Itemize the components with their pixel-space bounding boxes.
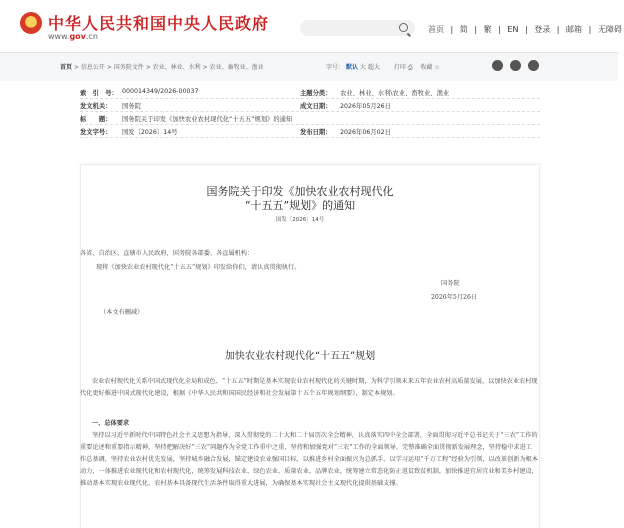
crumb-separator: >: [73, 64, 79, 71]
separator: |: [498, 25, 501, 34]
plan-title: 加快农业农村现代化“十五五”规划: [224, 351, 376, 362]
written-date-label: 成文日期：: [300, 103, 332, 110]
meta-row-4: [80, 124, 540, 138]
intro-paragraph: 农业农村现代化关系中国式现代化全局和成色。“十五五”时期是基本实现农业农村现代化的关键时期，为科学引领未来五年农业农村高质量发展，以加快农业农村现代化更好推进中国式现代化建设，根据《中华人民共和国国民经济和社会发展第十五个五年规划纲要》，制定本规划。: [80, 378, 538, 397]
deletion-note: （本文有删减）: [100, 309, 144, 316]
site-url-brand: gov: [69, 32, 86, 41]
crumb-separator: >: [106, 64, 112, 71]
separator: |: [474, 25, 478, 34]
page-tools: [326, 62, 440, 72]
index-number-value: 000014349/2026-00037: [122, 88, 199, 95]
crumb-animal-husbandry[interactable]: 农业、畜牧业、渔业: [209, 64, 264, 71]
subject-label: 主题分类：: [300, 90, 332, 97]
meta-row-3: [80, 111, 540, 125]
subject-value: 农业、林业、水利\农业、畜牧业、渔业: [340, 90, 450, 97]
document-title-line1: 国务院关于印发《加快农业农村现代化: [206, 185, 394, 198]
mail-link[interactable]: 邮箱: [566, 25, 583, 34]
breadcrumb: [60, 62, 264, 71]
document-metadata: [80, 85, 540, 145]
title-value: 国务院关于印发《加快农业农村现代化“十五五”规划》的通知: [122, 116, 293, 123]
font-size-default[interactable]: 默认: [345, 64, 358, 71]
english-link[interactable]: EN: [507, 25, 519, 34]
crumb-separator: >: [145, 64, 151, 71]
crumb-state-council-docs[interactable]: 国务院文件: [113, 64, 144, 71]
share-more-icon[interactable]: [528, 60, 539, 71]
simplified-link[interactable]: 简: [459, 25, 468, 34]
addressee: 各省、自治区、直辖市人民政府，国务院各部委、各直属机构：: [80, 250, 254, 257]
document-number-value: 国发〔2026〕14号: [122, 129, 178, 136]
favorite-button[interactable]: 收藏: [420, 64, 433, 71]
crumb-separator: >: [202, 64, 208, 71]
document-number-label: 发文字号：: [80, 129, 112, 136]
search-icon[interactable]: [399, 23, 408, 32]
meta-row-1: [80, 85, 540, 99]
wechat-share-icon[interactable]: [492, 60, 503, 71]
title-label: 标 题：: [80, 116, 112, 123]
site-url-suffix: .cn: [85, 32, 98, 41]
favorite-icon[interactable]: ☆: [434, 64, 440, 71]
separator: |: [450, 25, 454, 34]
site-url-prefix: www.: [48, 32, 70, 41]
national-emblem-icon: [20, 12, 42, 34]
separator: |: [588, 25, 592, 34]
index-number-label: 索 引 号：: [80, 90, 118, 97]
notice-body: 现将《加快农业农村现代化“十五五”规划》印发给你们，请认真贯彻执行。: [96, 264, 301, 271]
print-icon[interactable]: ⎙: [407, 64, 413, 71]
site-title[interactable]: 中华人民共和国中央人民政府: [48, 14, 270, 33]
home-link[interactable]: 首页: [428, 25, 444, 34]
written-date-value: 2026年05月26日: [340, 103, 391, 110]
search-input[interactable]: [300, 20, 415, 36]
publish-date-value: 2026年06月02日: [340, 129, 391, 136]
section-heading: 一、总体要求: [92, 420, 130, 427]
crumb-info-public[interactable]: 信息公开: [80, 64, 105, 71]
issuer-label: 发文机关：: [80, 103, 112, 110]
meta-row-2: [80, 98, 540, 112]
login-link[interactable]: 登录: [534, 25, 551, 34]
accessibility-link[interactable]: 无障碍: [597, 25, 622, 34]
print-button[interactable]: 打印: [393, 64, 406, 71]
font-size-label: 字号：: [326, 64, 345, 71]
document-title-line2: “十五五”规划》的通知: [244, 199, 356, 212]
publish-date-label: 发布日期：: [300, 129, 332, 136]
document-title: [195, 185, 405, 213]
signer: 国务院: [441, 280, 460, 287]
issuer-value: 国务院: [122, 103, 141, 110]
document-number: 国发〔2026〕14号: [275, 217, 325, 223]
weibo-share-icon[interactable]: [510, 60, 521, 71]
separator: |: [556, 25, 560, 34]
font-size-super[interactable]: 超大: [367, 64, 380, 71]
site-url[interactable]: [48, 32, 98, 41]
crumb-home[interactable]: 首页: [60, 64, 73, 71]
signature-date: 2026年5月26日: [431, 294, 478, 301]
font-size-large[interactable]: 大: [359, 64, 366, 71]
top-links: [426, 24, 624, 35]
crumb-agriculture-water[interactable]: 农业、林业、水利: [152, 64, 201, 71]
section-body: 坚持以习近平新时代中国特色社会主义思想为指导，深入贯彻党的二十大和二十届历次全会精神，认真落实四中全会部署，全面贯彻习近平总书记关于“三农”工作的重要论述和重要指示精神，坚持把解决好“三农”问题作为全党工作重中之重，坚持和加强党对“三农”工作的全面领导，完整准确全面贯彻新发展理念，坚持稳中求进工作总基调，坚持农业农村优先发展，坚持城乡融合发展，锚定建设农业强国目标，以推进乡村全面振兴为总抓手，以学习运用“千万工程”经验为引领，以改革创新为根本动力，一体推进农业现代化和农村现代化，统筹发展科技农业、绿色农业、质量农业、品牌农业，统筹建立常态化防止返贫致贫机制，加快推进宜居宜业和美乡村建设，推动基本实现农业现代化、农村基本具备现代生活条件取得重大进展，为确保基本实现社会主义现代化提供基础支撑。: [80, 432, 539, 487]
separator: |: [524, 25, 528, 34]
traditional-link[interactable]: 繁: [483, 25, 492, 34]
